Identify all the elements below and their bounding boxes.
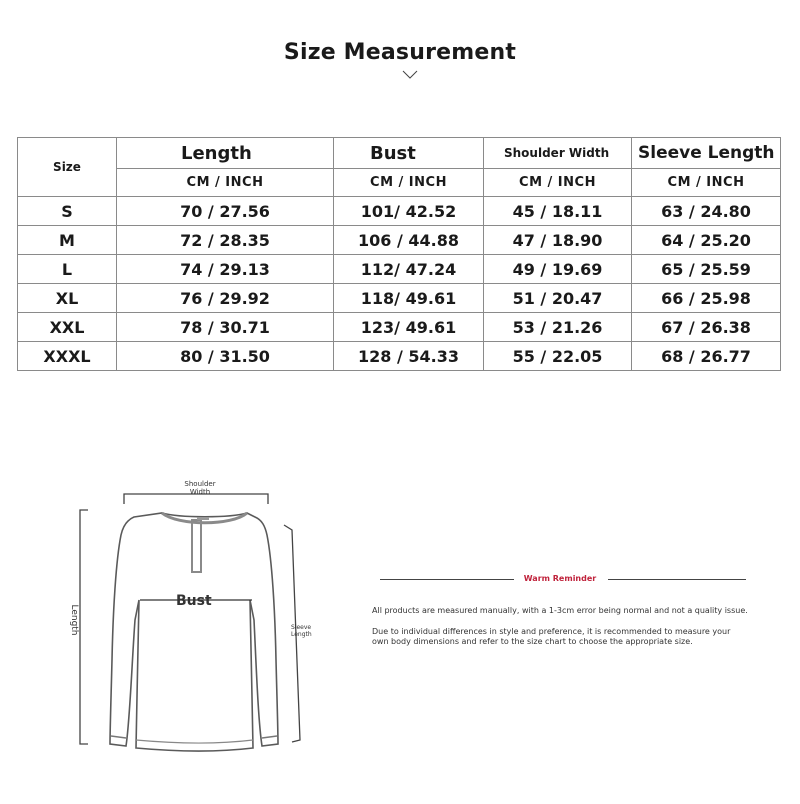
size-cell: XL xyxy=(18,284,117,313)
shoulder-width-label-line2: Width xyxy=(189,488,211,496)
shoulder-width-cell: 47 / 18.90 xyxy=(484,226,632,255)
shoulder-width-label xyxy=(178,480,222,496)
unit-label: CM / INCH xyxy=(334,169,484,197)
table-row xyxy=(18,226,781,255)
unit-label: CM / INCH xyxy=(484,169,632,197)
sleeve-length-cell: 64 / 25.20 xyxy=(632,226,781,255)
column-header-length: Length xyxy=(117,138,334,169)
table-header-row xyxy=(18,138,781,169)
shoulder-width-label-line1: Shoulder xyxy=(184,480,216,488)
column-header-sleeve-length: Sleeve Length xyxy=(632,138,781,169)
sleeve-length-cell: 68 / 26.77 xyxy=(632,342,781,371)
warm-reminder-title: Warm Reminder xyxy=(523,574,597,583)
sleeve-length-label-line1: Sleeve xyxy=(291,624,312,631)
table-row xyxy=(18,197,781,226)
divider-left xyxy=(380,579,514,580)
shoulder-width-cell: 53 / 21.26 xyxy=(484,313,632,342)
sleeve-length-cell: 65 / 25.59 xyxy=(632,255,781,284)
page-title: Size Measurement xyxy=(283,40,517,65)
unit-label: CM / INCH xyxy=(632,169,781,197)
table-row xyxy=(18,284,781,313)
table-row xyxy=(18,255,781,284)
bust-cell: 101/ 42.52 xyxy=(334,197,484,226)
bust-cell: 128 / 54.33 xyxy=(334,342,484,371)
column-header-shoulder-width: Shoulder Width xyxy=(484,138,632,169)
bust-label: Bust xyxy=(176,593,212,609)
bust-cell: 106 / 44.88 xyxy=(334,226,484,255)
sleeve-length-cell: 67 / 26.38 xyxy=(632,313,781,342)
size-cell: S xyxy=(18,197,117,226)
size-cell: XXL xyxy=(18,313,117,342)
shoulder-width-cell: 55 / 22.05 xyxy=(484,342,632,371)
bust-cell: 112/ 47.24 xyxy=(334,255,484,284)
sleeve-length-cell: 63 / 24.80 xyxy=(632,197,781,226)
reminder-text-measurement: All products are measured manually, with a 1-3cm error being normal and not a quality issue. xyxy=(372,606,748,615)
table-unit-row xyxy=(18,169,781,197)
shoulder-width-cell: 51 / 20.47 xyxy=(484,284,632,313)
size-cell: XXXL xyxy=(18,342,117,371)
length-label: Length xyxy=(69,604,79,636)
size-cell: L xyxy=(18,255,117,284)
divider-right xyxy=(608,579,746,580)
table-row xyxy=(18,313,781,342)
length-cell: 76 / 29.92 xyxy=(117,284,334,313)
shoulder-width-cell: 49 / 19.69 xyxy=(484,255,632,284)
table-row xyxy=(18,342,781,371)
sleeve-length-cell: 66 / 25.98 xyxy=(632,284,781,313)
chevron-down-icon xyxy=(402,70,418,80)
length-cell: 78 / 30.71 xyxy=(117,313,334,342)
shoulder-width-cell: 45 / 18.11 xyxy=(484,197,632,226)
reminder-text-advice-line2: own body dimensions and refer to the size chart to choose the appropriate size. xyxy=(372,637,693,646)
sleeve-length-label-line2: Length xyxy=(291,631,312,638)
length-cell: 80 / 31.50 xyxy=(117,342,334,371)
size-cell: M xyxy=(18,226,117,255)
length-cell: 74 / 29.13 xyxy=(117,255,334,284)
garment-diagram xyxy=(0,460,340,800)
sleeve-length-label xyxy=(291,624,312,638)
reminder-text-advice-line1: Due to individual differences in style and preference, it is recommended to measure your xyxy=(372,627,731,636)
unit-label: CM / INCH xyxy=(117,169,334,197)
bust-cell: 118/ 49.61 xyxy=(334,284,484,313)
long-sleeve-shirt-illustration xyxy=(0,460,340,800)
column-header-bust: Bust xyxy=(334,138,484,169)
length-cell: 70 / 27.56 xyxy=(117,197,334,226)
size-column-header: Size xyxy=(18,138,117,197)
bust-cell: 123/ 49.61 xyxy=(334,313,484,342)
length-cell: 72 / 28.35 xyxy=(117,226,334,255)
size-table xyxy=(17,137,781,371)
